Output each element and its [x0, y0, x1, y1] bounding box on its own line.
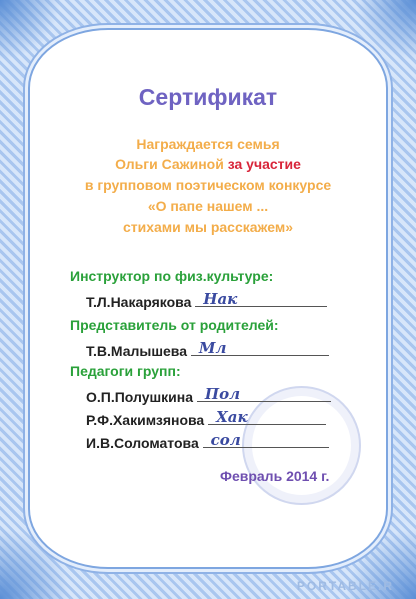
instructor-row: [86, 292, 327, 310]
instructor-signature: Нак: [203, 290, 238, 308]
teacher1-signature: Пол: [204, 385, 241, 403]
award-line-2: [0, 156, 416, 172]
parents-signature-line: [191, 341, 329, 356]
family-name: Ольги Сажиной: [115, 156, 224, 172]
teacher3-signature-line: [203, 433, 329, 448]
instructor-signature-line: [195, 292, 327, 307]
award-line-3: в групповом поэтическом конкурсе: [84, 177, 332, 193]
award-line-5: стихами мы расскажем»: [122, 219, 294, 235]
teacher1-signature-line: [197, 387, 331, 402]
teacher3-signature: сол: [210, 431, 241, 449]
teacher2-name: Р.Ф.Хакимзянова: [86, 412, 205, 428]
parents-signature: Мл: [198, 339, 227, 357]
instructor-name: Т.Л.Накарякова: [86, 294, 192, 310]
teacher2-signature: Хак: [216, 408, 248, 426]
teachers-label: Педагоги групп:: [70, 363, 181, 379]
certificate-title: Сертификат: [138, 84, 278, 110]
teacher2-row: [86, 410, 326, 428]
parents-name: Т.В.Малышева: [86, 343, 187, 359]
teacher3-name: И.В.Соломатова: [86, 435, 199, 451]
teacher3-row: [86, 433, 329, 451]
parents-label: Представитель от родителей:: [70, 317, 279, 333]
teacher1-name: О.П.Полушкина: [86, 389, 194, 405]
parents-row: [86, 341, 329, 359]
certificate-date: Февраль 2014 г.: [220, 468, 330, 484]
site-watermark: PORTABLE.R: [296, 579, 394, 593]
teacher1-row: [86, 387, 331, 405]
instructor-label: Инструктор по физ.культуре:: [70, 268, 274, 284]
award-line-4: «О папе нашем ...: [147, 198, 269, 214]
teacher2-signature-line: [208, 410, 326, 425]
participation-text: за участие: [227, 156, 301, 172]
award-line-1: Награждается семья: [136, 136, 280, 152]
